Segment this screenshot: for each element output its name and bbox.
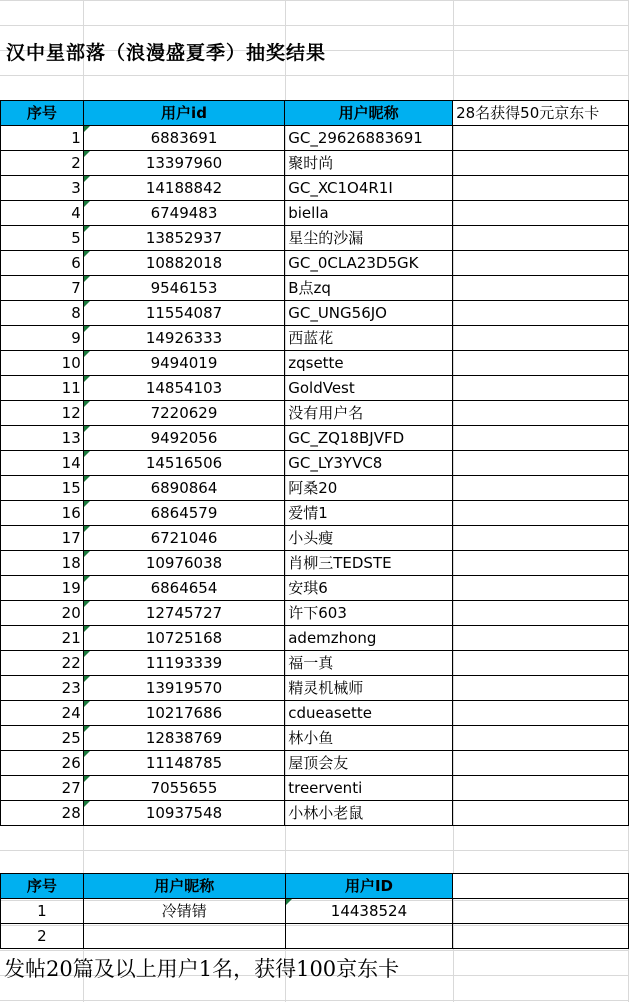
table-row (1, 301, 629, 326)
empty-cell[interactable] (453, 401, 629, 426)
empty-cell[interactable] (453, 201, 629, 226)
empty-cell[interactable] (453, 326, 629, 351)
table-row (1, 551, 629, 576)
empty-cell[interactable] (453, 576, 629, 601)
row-index[interactable]: 22 (1, 651, 84, 676)
row-index[interactable]: 2 (1, 924, 84, 949)
row-user-id[interactable]: 10937548 (83, 801, 284, 826)
row-user-id[interactable]: 11148785 (83, 751, 284, 776)
gridline (0, 25, 629, 26)
row-nickname[interactable]: 安琪6 (285, 576, 453, 601)
row-nickname[interactable] (83, 924, 285, 949)
special-prize-table (0, 873, 629, 949)
row-index[interactable]: 12 (1, 401, 84, 426)
gridline (0, 1000, 629, 1001)
row-nickname[interactable]: 小头瘦 (285, 526, 453, 551)
header-user-id[interactable]: 用户id (83, 101, 284, 126)
table-row (1, 676, 629, 701)
table-row (1, 151, 629, 176)
row-nickname[interactable]: GC_ZQ18BJVFD (285, 426, 453, 451)
winners-table (0, 100, 629, 826)
empty-cell[interactable] (453, 176, 629, 201)
gridline (0, 850, 629, 851)
table-row (1, 501, 629, 526)
row-user-id[interactable]: 12838769 (83, 726, 284, 751)
table-row (1, 924, 629, 949)
table-row (1, 751, 629, 776)
empty-cell[interactable] (453, 651, 629, 676)
empty-cell[interactable] (453, 701, 629, 726)
row-user-id[interactable]: 14188842 (83, 176, 284, 201)
empty-cell[interactable] (453, 251, 629, 276)
empty-cell[interactable] (453, 526, 629, 551)
gridline (0, 0, 629, 1)
row-index[interactable]: 4 (1, 201, 84, 226)
row-index[interactable]: 6 (1, 251, 84, 276)
table-row (1, 526, 629, 551)
row-user-id[interactable]: 6883691 (83, 126, 284, 151)
prize-note[interactable]: 28名获得50元京东卡 (453, 101, 629, 126)
table-row (1, 899, 629, 924)
table-row (1, 426, 629, 451)
row-index[interactable]: 5 (1, 226, 84, 251)
empty-cell[interactable] (453, 601, 629, 626)
row-user-id[interactable]: 14854103 (83, 376, 284, 401)
row-index[interactable]: 27 (1, 776, 84, 801)
header-index[interactable]: 序号 (1, 101, 84, 126)
table-row (1, 376, 629, 401)
footer-note[interactable]: 发帖20篇及以上用户1名，获得100京东卡 (4, 957, 400, 981)
header-index[interactable]: 序号 (1, 874, 84, 899)
row-nickname[interactable]: 阿桑20 (285, 476, 453, 501)
empty-cell[interactable] (453, 626, 629, 651)
table-row (1, 801, 629, 826)
row-index[interactable]: 26 (1, 751, 84, 776)
empty-cell[interactable] (453, 776, 629, 801)
row-user-id[interactable]: 13397960 (83, 151, 284, 176)
page-title: 汉中星部落（浪漫盛夏季）抽奖结果 (6, 42, 327, 64)
table-row (1, 601, 629, 626)
table-row (1, 651, 629, 676)
row-nickname[interactable]: 小林小老鼠 (285, 801, 453, 826)
row-index[interactable]: 10 (1, 351, 84, 376)
row-nickname[interactable]: B点zq (285, 276, 453, 301)
row-user-id[interactable]: 10882018 (83, 251, 284, 276)
row-index[interactable]: 25 (1, 726, 84, 751)
row-nickname[interactable]: 西蓝花 (285, 326, 453, 351)
table-header-row (1, 874, 629, 899)
row-nickname[interactable]: 冷锖锖 (83, 899, 285, 924)
row-nickname[interactable]: GC_LY3YVC8 (285, 451, 453, 476)
row-user-id[interactable]: 12745727 (83, 601, 284, 626)
table-row (1, 226, 629, 251)
row-index[interactable]: 28 (1, 801, 84, 826)
empty-cell[interactable] (453, 751, 629, 776)
header-user-id[interactable]: 用户ID (285, 874, 453, 899)
table-row (1, 701, 629, 726)
empty-cell[interactable] (453, 801, 629, 826)
row-user-id[interactable]: 14438524 (285, 899, 453, 924)
empty-cell[interactable] (453, 924, 629, 949)
row-user-id[interactable]: 6721046 (83, 526, 284, 551)
header-nickname[interactable]: 用户昵称 (285, 101, 453, 126)
row-user-id[interactable] (285, 924, 453, 949)
row-nickname[interactable]: GC_UNG56JO (285, 301, 453, 326)
table-row (1, 476, 629, 501)
table-row (1, 176, 629, 201)
gridline (0, 950, 629, 951)
row-nickname[interactable]: 屋顶会友 (285, 751, 453, 776)
row-user-id[interactable]: 7055655 (83, 776, 284, 801)
table-row (1, 251, 629, 276)
row-index[interactable]: 9 (1, 326, 84, 351)
row-user-id[interactable]: 6890864 (83, 476, 284, 501)
row-user-id[interactable]: 13852937 (83, 226, 284, 251)
row-user-id[interactable]: 9492056 (83, 426, 284, 451)
row-nickname[interactable]: 没有用户名 (285, 401, 453, 426)
row-index[interactable]: 15 (1, 476, 84, 501)
row-nickname[interactable]: GC_0CLA23D5GK (285, 251, 453, 276)
empty-cell[interactable] (453, 226, 629, 251)
row-index[interactable]: 8 (1, 301, 84, 326)
empty-cell[interactable] (453, 151, 629, 176)
table-row (1, 326, 629, 351)
row-user-id[interactable]: 10217686 (83, 701, 284, 726)
empty-cell[interactable] (453, 501, 629, 526)
row-nickname[interactable]: biella (285, 201, 453, 226)
empty-cell[interactable] (453, 426, 629, 451)
row-user-id[interactable]: 14926333 (83, 326, 284, 351)
table-row (1, 126, 629, 151)
empty-cell[interactable] (453, 126, 629, 151)
row-nickname[interactable]: 林小鱼 (285, 726, 453, 751)
row-user-id[interactable]: 6749483 (83, 201, 284, 226)
row-user-id[interactable]: 11193339 (83, 651, 284, 676)
row-nickname[interactable]: ademzhong (285, 626, 453, 651)
row-index[interactable]: 13 (1, 426, 84, 451)
row-user-id[interactable]: 11554087 (83, 301, 284, 326)
gridline (0, 75, 629, 76)
empty-cell[interactable] (453, 276, 629, 301)
table-row (1, 401, 629, 426)
row-index[interactable]: 14 (1, 451, 84, 476)
row-index[interactable]: 11 (1, 376, 84, 401)
row-nickname[interactable]: cdueasette (285, 701, 453, 726)
row-user-id[interactable]: 14516506 (83, 451, 284, 476)
table-row (1, 451, 629, 476)
row-user-id[interactable]: 6864654 (83, 576, 284, 601)
row-index[interactable]: 16 (1, 501, 84, 526)
row-user-id[interactable]: 9546153 (83, 276, 284, 301)
empty-cell[interactable] (453, 451, 629, 476)
row-index[interactable]: 1 (1, 126, 84, 151)
table-row (1, 351, 629, 376)
row-index[interactable]: 24 (1, 701, 84, 726)
row-nickname[interactable]: 福一真 (285, 651, 453, 676)
row-index[interactable]: 21 (1, 626, 84, 651)
empty-cell[interactable] (453, 301, 629, 326)
table-row (1, 626, 629, 651)
row-index[interactable]: 19 (1, 576, 84, 601)
table-row (1, 201, 629, 226)
header-nickname[interactable]: 用户昵称 (83, 874, 285, 899)
empty-cell[interactable] (453, 726, 629, 751)
row-index[interactable]: 7 (1, 276, 84, 301)
table-row (1, 576, 629, 601)
row-index[interactable]: 18 (1, 551, 84, 576)
row-user-id[interactable]: 10725168 (83, 626, 284, 651)
row-nickname[interactable]: 肖柳三TEDSTE (285, 551, 453, 576)
row-user-id[interactable]: 7220629 (83, 401, 284, 426)
table-row (1, 726, 629, 751)
row-nickname[interactable]: GC_XC1O4R1I (285, 176, 453, 201)
row-index[interactable]: 3 (1, 176, 84, 201)
row-nickname[interactable]: zqsette (285, 351, 453, 376)
table-header-row (1, 101, 629, 126)
table-row (1, 276, 629, 301)
empty-cell[interactable] (453, 676, 629, 701)
row-nickname[interactable]: treerventi (285, 776, 453, 801)
row-index[interactable]: 17 (1, 526, 84, 551)
row-nickname[interactable]: 聚时尚 (285, 151, 453, 176)
empty-cell[interactable] (453, 899, 629, 924)
row-index[interactable]: 2 (1, 151, 84, 176)
empty-cell[interactable] (453, 476, 629, 501)
empty-cell[interactable] (453, 376, 629, 401)
table-row (1, 776, 629, 801)
row-nickname[interactable]: GC_29626883691 (285, 126, 453, 151)
row-nickname[interactable]: 爱情1 (285, 501, 453, 526)
empty-cell[interactable] (453, 874, 629, 899)
empty-cell[interactable] (453, 351, 629, 376)
row-nickname[interactable]: 精灵机械师 (285, 676, 453, 701)
row-user-id[interactable]: 6864579 (83, 501, 284, 526)
row-user-id[interactable]: 13919570 (83, 676, 284, 701)
row-nickname[interactable]: 星尘的沙漏 (285, 226, 453, 251)
row-index[interactable]: 20 (1, 601, 84, 626)
row-user-id[interactable]: 9494019 (83, 351, 284, 376)
empty-cell[interactable] (453, 551, 629, 576)
row-index[interactable]: 23 (1, 676, 84, 701)
row-nickname[interactable]: GoldVest (285, 376, 453, 401)
row-index[interactable]: 1 (1, 899, 84, 924)
row-user-id[interactable]: 10976038 (83, 551, 284, 576)
row-nickname[interactable]: 许下603 (285, 601, 453, 626)
